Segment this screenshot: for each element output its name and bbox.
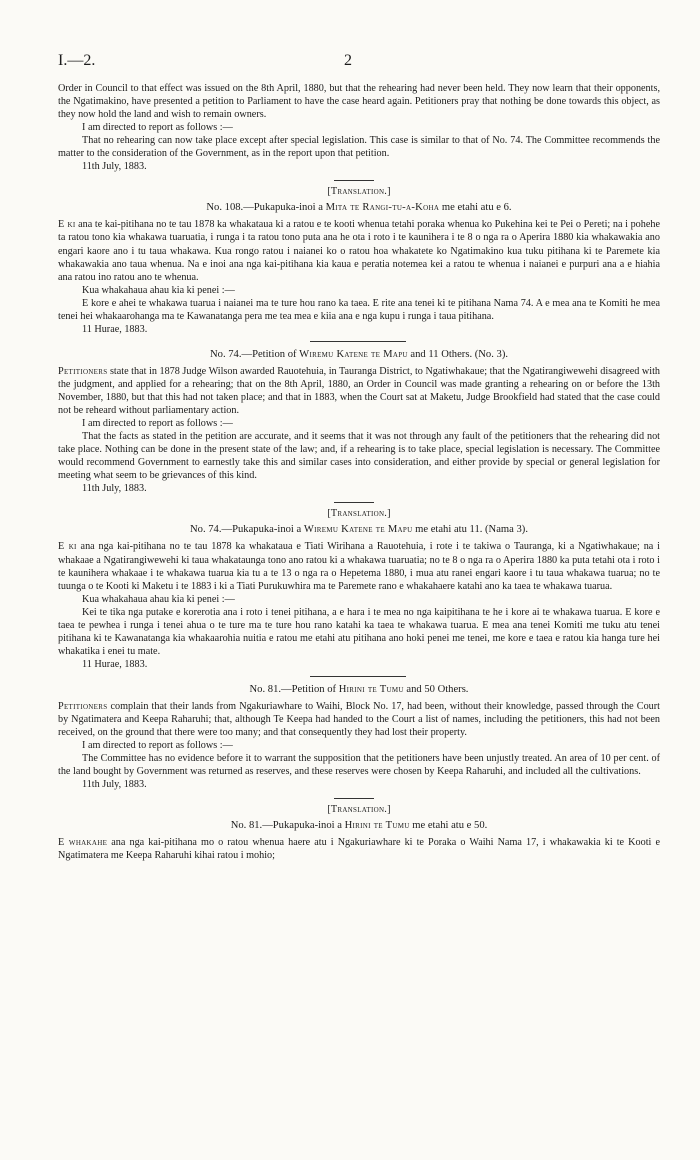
- heading-suffix: me etahi atu e 6.: [439, 202, 512, 214]
- body-text: ana nga kai-pitihana no te tau 1878 ka whakataua e Tiati Wirihana a Rauotehuia, i rote i te takiwa o Tauranga, ki a Ngatiwhakaue; na i whakaae a Ngatirangiwewehi ki taua whakataunga tono ano ratou ki a whakawa tuaruatia; no te 8 o nga ra o Aperira 1880 ka puta tetahi ota i roto i te kaunihera whakaae i te whakawa tuarua kia tu a te 13 o nga ra o Hepetema 1880, i mua atu ranei engari kaore i tu taua whakawa tuarua; no te tuunga o te Kooti ki Maketu i te 1883 i ki a Tiati Purukuwhira ma te Paremete rano e whakahaere katahi ano ka taea te whakawa tuarua.: [58, 541, 661, 592]
- section-heading: [58, 683, 660, 696]
- body-paragraph: [58, 700, 660, 739]
- translation-label: [Translation.]: [327, 804, 391, 816]
- report-intro: I am directed to report as follows :—: [82, 740, 233, 752]
- divider: [334, 180, 374, 181]
- petitioner-name: Hirini te Tumu: [344, 820, 410, 832]
- translation-label: [Translation.]: [327, 508, 391, 520]
- petition-108-english-continued: [58, 82, 660, 173]
- translation-label: [Translation.]: [327, 186, 391, 198]
- lead-words: Petitioners: [58, 700, 108, 712]
- petition-81-english: [58, 683, 660, 791]
- body-text: state that in 1878 Judge Wilson awarded Rauotehuia, in Tauranga District, to Ngatiwhakaue; that the Ngatirangiwewehi disagreed with the judgment, and applied for a rehearing; that on the 8th April, 1880, an Order in Council was made granting a rehearing on or before the 13th November, 1880, but that this had not taken place; and that in 1883, when the Court sat at Maketu, Judge Brookfield had stated that the case could not be reheard without parliamentary action.: [58, 365, 660, 417]
- report-date: 11 Hurae, 1883.: [82, 658, 148, 670]
- body-paragraph: [58, 365, 660, 417]
- heading-prefix: No. 108.—Pukapuka-inoi a: [206, 202, 326, 214]
- body-paragraph: [58, 836, 660, 862]
- report-date: 11th July, 1883.: [82, 483, 147, 495]
- petitioner-name: Wiremu Katene te Mapu: [299, 348, 408, 360]
- page-content: [58, 82, 660, 862]
- heading-prefix: No. 81.—Petition of: [249, 683, 339, 695]
- section-heading: [58, 819, 660, 832]
- lead-words: E whakahe: [58, 837, 108, 849]
- report-intro: Kua whakahaua ahau kia ki penei :—: [82, 593, 235, 605]
- heading-suffix: and 11 Others. (No. 3).: [407, 348, 508, 360]
- report-paragraph: That the facts as stated in the petition are accurate, and it seems that it was not through any fault of the petitioners that the rehearing did not take place. Nothing can be done in the present state of the law; and, if a rehearing is to take place, special legislation is necessary. The Committee would recommend Government to earnestly take this and similar cases into consideration, and either provide by special or general legislation for meeting what seem to be grievances of this kind.: [58, 431, 660, 482]
- heading-suffix: me etahi atu 11. (Nama 3).: [412, 524, 528, 536]
- petitioner-name: Wiremu Katene te Mapu: [303, 524, 413, 536]
- heading-prefix: No. 81.—Pukapuka-inoi a: [230, 820, 345, 832]
- page-header: [58, 52, 660, 74]
- report-intro: Kua whakahaua ahau kia ki penei :—: [82, 284, 235, 296]
- body-paragraph: [58, 218, 660, 283]
- translation-label-text: Translation.: [330, 804, 388, 816]
- heading-suffix: me etahi atu e 50.: [409, 820, 488, 832]
- lead-words: Petitioners: [58, 365, 108, 377]
- body-text: ana nga kai-pitihana mo o ratou whenua haere atu i Ngakuriawhare ki te Poraka o Waihi Nama 17, i whakawakia ki te Kooti e Ngatimatera me Keepa Raharuhi kihai ratou i mohio;: [58, 837, 660, 862]
- report-date: 11 Hurae, 1883.: [82, 323, 148, 335]
- petition-108-translation: [58, 185, 660, 336]
- petitioner-name: Mita te Rangi-tu-a-Koha: [325, 202, 440, 214]
- heading-suffix: and 50 Others.: [403, 683, 469, 695]
- petition-81-translation: [58, 803, 660, 862]
- divider: [334, 502, 374, 503]
- body-paragraph: [58, 540, 660, 592]
- body-text: ana te kai-pitihana no te tau 1878 ka whakataua ki a ratou e te kooti whenua tetahi poraka whenua ko Pukehina kei te Pei o Pereti; na i pohehe ta ratou tono kia whakawa tuaruatia, i runga i ta ratou tono puta ana he ota i roto i te kaunihera i te 8 o nga ra o Aperira 1880 kia whakawakia ano engari kaore ano i tu taua whakawa. Kua rongo ratou i naianei ko o ratou hoa whakatete ko Ngatimakino kua tuku pitihana ki te Paremete kia whakawakia ano taua whenua. Na e inoi ana nga kai-pitihana kia kaua e peratia notemea kei a ratou te whenua i naianei e purpuri ana a e hiahia ana ratou ino ratou ano te whenua.: [58, 219, 661, 283]
- document-reference: I.—2.: [58, 52, 96, 69]
- report-date: 11th July, 1883.: [82, 161, 147, 173]
- page-number: 2: [344, 52, 352, 69]
- report-intro: I am directed to report as follows :—: [82, 122, 233, 134]
- body-text: complain that their lands from Ngakuriawhare to Waihi, Block No. 17, had been, without their knowledge, passed through the Court by Ngatimatera and Keepa Raharuhi; that, although Te Keepa had handed to the Court a list of names, including the petitioners, this had not been received, on the ground that there were too many; and that consequently they had lost their property.: [58, 700, 660, 739]
- section-divider: [310, 341, 406, 342]
- section-heading: [58, 348, 660, 361]
- report-intro: I am directed to report as follows :—: [82, 418, 233, 430]
- translation-label-text: Translation.: [330, 186, 388, 198]
- section-heading: [58, 201, 660, 214]
- section-heading: [58, 523, 660, 536]
- translation-label-text: Translation.: [330, 508, 388, 520]
- petition-74-translation: [58, 507, 660, 671]
- lead-words: E ki: [58, 219, 76, 231]
- report-date: 11th July, 1883.: [82, 779, 147, 791]
- heading-prefix: No. 74.—Petition of: [210, 348, 300, 360]
- divider: [334, 798, 374, 799]
- heading-prefix: No. 74.—Pukapuka-inoi a: [190, 524, 304, 536]
- body-paragraph: Order in Council to that effect was issued on the 8th April, 1880, but that the rehearing had never been held. They now learn that their opponents, the Ngatimakino, have presented a petition to Parliament to have the case heard again. Petitioners pray that nothing be done towards this object, as they now hold the land and wish to remain owners.: [58, 83, 660, 121]
- lead-words: E ki: [58, 541, 77, 553]
- report-paragraph: Kei te tika nga putake e korerotia ana i roto i tenei pitihana, a e hara i te mea no nga kaipitihana te he i kore ai te whakawa tuarua. E kore e taea te pewhea i runga i tenei ahua o te ture ma te ture hou rano katahi ka taea te whakawa tuarua. E mea ana tenei Komiti me tuku atu tenei pitihana ki te Kawanatanga kia whakaarohia nuitia e ratou me etahi atu pitihana ano hoki penei me tenei, me kore e taea e ratou kia hanga ture hei whakatika i enei tu mate.: [58, 606, 660, 657]
- report-paragraph: E kore e ahei te whakawa tuarua i naianei ma te ture hou rano ka taea. E rite ana tenei ki te pitihana Nama 74. A e mea ana te Komiti he mea tenei hei whakaarohanga ma te Kawanatanga pera me tea mea e kiia ana e nga kupu i runga i taua pitihana.: [58, 297, 660, 322]
- section-divider: [310, 676, 406, 677]
- report-paragraph: The Committee has no evidence before it to warrant the supposition that the petitioners have been unjustly treated. An area of 10 per cent. of the land bought by Government was returned as reserves, and these reserves were chosen by Keepa Raharuhi, and included all the cultivations.: [58, 753, 660, 778]
- report-paragraph: That no rehearing can now take place except after special legislation. This case is similar to that of No. 74. The Committee recommends the matter to the consideration of the Government, as in the report upon that petition.: [58, 135, 660, 160]
- petitioner-name: Hirini te Tumu: [338, 683, 404, 695]
- petition-74-english: [58, 348, 660, 496]
